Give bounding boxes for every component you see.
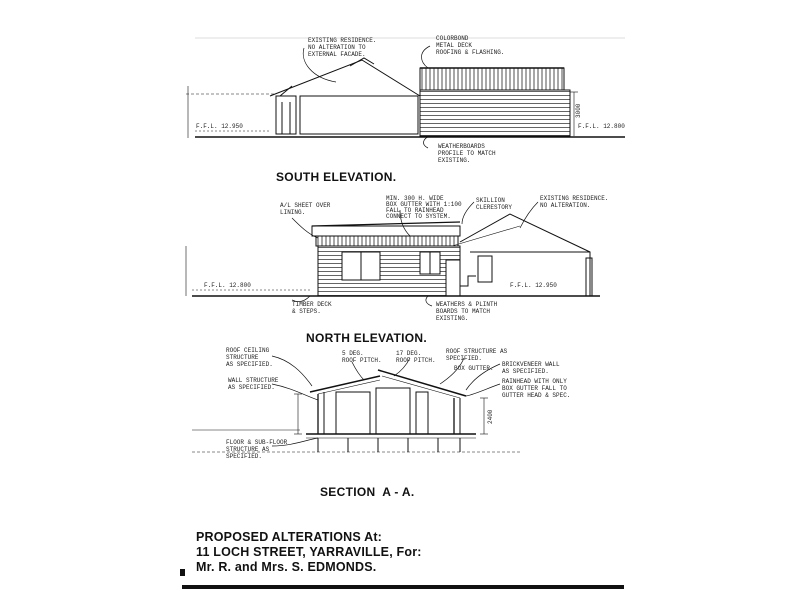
north-note-plinth-3: EXISTING. [436, 315, 469, 322]
section-note-pitch2-1: 17 DEG. [396, 350, 422, 357]
title-line-1: PROPOSED ALTERATIONS At: [196, 530, 383, 544]
north-note-sheet-2: LINING. [280, 209, 306, 216]
section-note-floor-1: FLOOR & SUB-FLOOR [226, 439, 288, 446]
section-note-brickwall-1: BRICKVENEER WALL [502, 361, 560, 368]
section-note-rainhead-1: RAINHEAD WITH ONLY [502, 378, 567, 385]
north-note-existing-2: NO ALTERATION. [540, 202, 591, 209]
north-note-deck-1: TIMBER DECK [292, 301, 332, 308]
south-dimension: 3000 [575, 103, 582, 118]
north-ffl-right: F.F.L. 12.950 [510, 282, 557, 289]
section-note-roof-1: ROOF CEILING [226, 347, 270, 354]
south-note-colorbond-1: COLORBOND [436, 35, 469, 42]
section-note-wall-2: AS SPECIFIED. [228, 384, 275, 391]
north-note-existing-1: EXISTING RESIDENCE. [540, 195, 609, 202]
north-note-deck-2: & STEPS. [292, 308, 321, 315]
south-elevation-drawing [186, 38, 625, 148]
section-dimension: 2400 [487, 409, 494, 424]
north-note-gutter-2: BOX GUTTER WITH 1:100 [386, 201, 462, 208]
section-title: SECTION A - A. [320, 485, 415, 499]
corner-mark [180, 569, 185, 576]
title-block [196, 530, 422, 575]
title-line-3: Mr. R. and Mrs. S. EDMONDS. [196, 560, 377, 574]
south-note-existing-3: EXTERNAL FACADE. [308, 51, 366, 58]
section-note-pitch-2: ROOF PITCH. [342, 357, 382, 364]
section-note-rainhead-3: GUTTER HEAD & SPEC. [502, 392, 571, 399]
south-note-weatherboard-3: EXISTING. [438, 157, 471, 164]
north-elevation-title: NORTH ELEVATION. [306, 331, 428, 345]
south-note-weatherboard-1: WEATHERBOARDS [438, 143, 485, 150]
north-note-sheet-1: A/L SHEET OVER [280, 202, 331, 209]
section-note-roofs2-1: ROOF STRUCTURE AS [446, 348, 508, 355]
south-ffl-right: F.F.L. 12.800 [578, 123, 625, 130]
section-note-pitch-1: 5 DEG. [342, 350, 364, 357]
section-note-floor-2: STRUCTURE AS [226, 446, 270, 453]
section-note-wall-1: WALL STRUCTURE [228, 377, 279, 384]
north-note-gutter-4: CONNECT TO SYSTEM. [386, 213, 451, 220]
section-note-brickwall-2: AS SPECIFIED. [502, 368, 549, 375]
section-note-rainhead-2: BOX GUTTER FALL TO [502, 385, 567, 392]
section-note-box: BOX GUTTER. [454, 365, 494, 372]
north-ffl-left: F.F.L. 12.800 [204, 282, 251, 289]
north-note-skillion-2: CLERESTORY [476, 204, 513, 211]
south-note-colorbond-3: ROOFING & FLASHING. [436, 49, 505, 56]
south-elevation-title: SOUTH ELEVATION. [276, 170, 397, 184]
north-note-gutter-1: MIN. 300 H. WIDE [386, 195, 444, 202]
section-note-roof-2: STRUCTURE [226, 354, 259, 361]
north-note-gutter-3: FALL TO RAINHEAD [386, 207, 444, 214]
bottom-rule [182, 585, 624, 589]
south-note-existing-1: EXISTING RESIDENCE. [308, 37, 377, 44]
section-note-roofs2-2: SPECIFIED. [446, 355, 483, 362]
south-note-existing-2: NO ALTERATION TO [308, 44, 366, 51]
north-note-plinth-2: BOARDS TO MATCH [436, 308, 491, 315]
north-note-skillion-1: SKILLION [476, 197, 505, 204]
section-note-roof-3: AS SPECIFIED. [226, 361, 273, 368]
south-ffl-left: F.F.L. 12.950 [196, 123, 243, 130]
north-note-plinth-1: WEATHERS & PLINTH [436, 301, 498, 308]
south-note-weatherboard-2: PROFILE TO MATCH [438, 150, 496, 157]
south-note-colorbond-2: METAL DECK [436, 42, 473, 49]
title-line-2: 11 LOCH STREET, YARRAVILLE, For: [196, 545, 422, 559]
section-note-floor-3: SPECIFIED. [226, 453, 263, 460]
section-note-pitch2-2: ROOF PITCH. [396, 357, 436, 364]
